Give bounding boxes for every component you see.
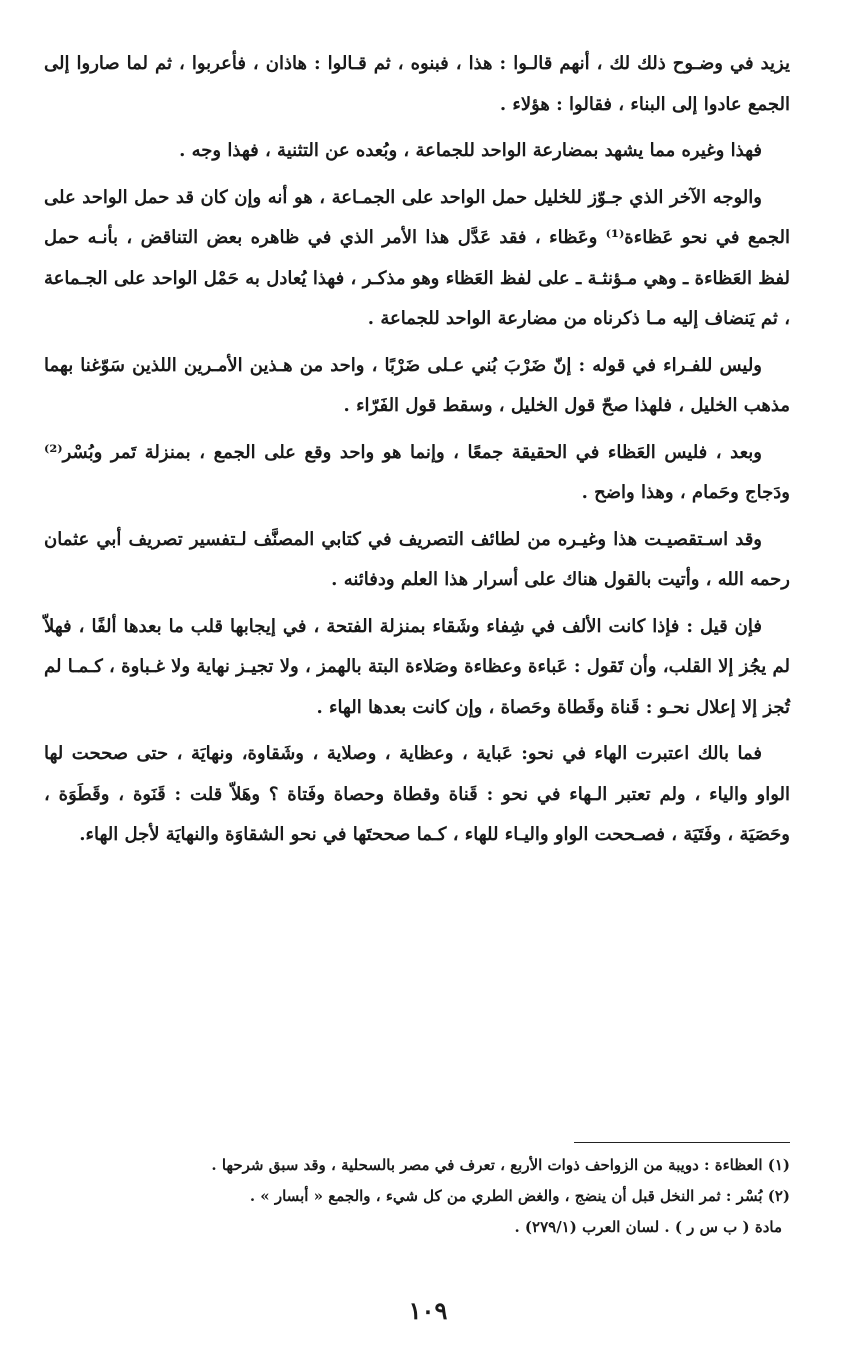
footnote-divider <box>574 1142 790 1143</box>
footnote: مادة ( ب س ر ) . لسان العرب (٢٧٩/١) . <box>514 1218 782 1236</box>
paragraph: فما بالك اعتبرت الهاء في نحو: عَباية ، وعظاية ، وصلاية ، وشَقاوة، ونهايَة ، حتى صححت لها الواو والياء ، ولم تعتبر الـهاء في نحو : قَناة وقطاة وحصاة وفَتاة ؟ وهَلاّ قلت : قَنَوة ، وقَطَوَة ، وحَصَيَة ، وفَتَيَة ، فصـححت الواو واليـاء للهاء ، كـما صححتَها في نحو الشقاوَة والنهايَة لأجل الهاء. <box>44 743 790 845</box>
footnote: (٢) بُسْر : ثمر النخل قبل أن ينضج ، والغض الطري من كل شيء ، والجمع « أبسار » . <box>249 1187 790 1205</box>
paragraph: فإن قيل : فإذا كانت الألف في شِفاء وشَقاء بمنزلة الفتحة ، في إيجابها قلب ما بعدها ألفًا ، فهلاّ لم يجُز إلا القلب، وأن تَقول : عَباءة وعظاءة وصَلاءة البتة بالهمز ، ولا تجيـز نهاية ولا غـباوة ، كـمـا لم تُجز إلا إعلال نحـو : قَناة وقَطاة وحَصاة ، وإن كانت بعدها الهاء . <box>44 615 790 718</box>
paragraph: وليس للفـراء في قوله : إنّ ضَرْبَ بُني عـلى ضَرْبًا ، واحد من هـذين الأمـرين اللذين سَوّغنا بهما مذهب الخليل ، فلهذا صحّ قول الخليل ، وسقط قول الفَرّاء . <box>44 354 790 416</box>
paragraph: يزيد في وضـوح ذلك لك ، أنهم قالـوا : هذا ، فبنوه ، ثم قـالوا : هاذان ، فأعربوا ، ثم لما صاروا إلى الجمع عادوا إلى البناء ، فقالوا : هؤلاء . <box>44 53 790 115</box>
footnotes <box>44 1150 790 1243</box>
footnote: (١) العظاءة : دويبة من الزواحف ذوات الأربع ، تعرف في مصر بالسحلية ، وقد سبق شرحها . <box>211 1156 790 1174</box>
main-text <box>44 44 790 856</box>
paragraph: وبعد ، فليس العَظاء في الحقيقة جمعًا ، وإنما هو واحد وقع على الجمع ، بمنزلة تَمر وبُسْر⁽²⁾ ودَجاج وحَمام ، وهذا واضح . <box>44 441 790 503</box>
paragraph: فهذا وغيره مما يشهد بمضارعة الواحد للجماعة ، وبُعده عن التثنية ، فهذا وجه . <box>179 140 762 161</box>
paragraph: وقد اسـتقصيـت هذا وغيـره من لطائف التصريف في كتابي المصنَّف لـتفسير تصريف أبي عثمان رحمه الله ، وأتيت بالقول هناك على أسرار هذا العلم ودفائنه . <box>44 528 790 590</box>
paragraph: والوجه الآخر الذي جـوّز للخليل حمل الواحد على الجمـاعة ، هو أنه وإن كان قد حمل الواحد على الجمع في نحو عَظاءة⁽¹⁾ وعَظاء ، فقد عَدَّل هذا الأمر الذي في ظاهره بعض التناقض ، بأنـه حمل لفظ العَظاءة ـ وهي مـؤنثـة ـ على لفظ العَظاء وهو مذكـر ، فهذا يُعادل به حَمْل الواحد على الجـماعة ، ثم يَنضاف إليه مـا ذكرناه من مضارعة الواحد للجماعة . <box>44 186 791 329</box>
page-number: ١٠٩ <box>408 1296 448 1325</box>
